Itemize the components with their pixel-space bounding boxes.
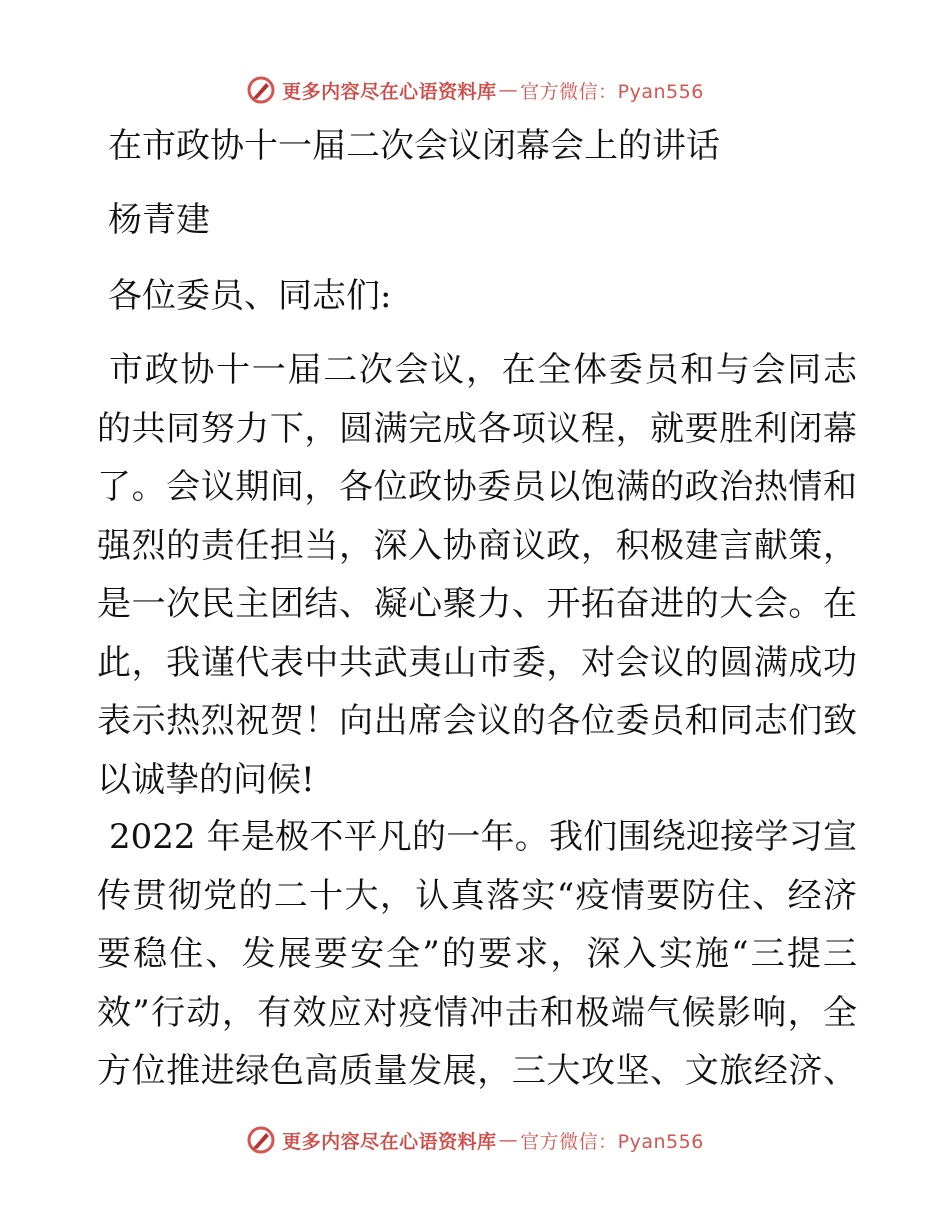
paragraph-line: 此，我谨代表中共武夷山市委，对会议的圆满成功 xyxy=(97,642,857,683)
paragraph-1 xyxy=(97,341,857,809)
footer-watermark xyxy=(0,1120,950,1160)
watermark-contact: 官方微信：Pyan556 xyxy=(520,80,704,103)
paragraph-line: 市政协十一届二次会议，在全体委员和与会同志 xyxy=(109,350,857,390)
paragraph-line: 要稳住、发展要安全”的要求，深入实施“三提三 xyxy=(97,934,857,974)
watermark-separator: — xyxy=(498,79,519,101)
paragraph-line: 方位推进绿色高质量发展，三大攻坚、文旅经济、 xyxy=(97,1051,857,1091)
document-title: 在市政协十一届二次会议闭幕会上的讲话 xyxy=(108,126,720,166)
paragraph-line: 强烈的责任担当，深入协商议政，积极建言献策， xyxy=(97,525,857,566)
paragraph-line: 表示热烈祝贺！向出席会议的各位委员和同志们致 xyxy=(97,701,857,741)
paragraph-2 xyxy=(97,808,857,1101)
paragraph-line: 了。会议期间，各位政协委员以饱满的政治热情和 xyxy=(97,467,857,507)
document-author: 杨青建 xyxy=(108,200,210,240)
paragraph-line: 是一次民主团结、凝心聚力、开拓奋进的大会。在 xyxy=(97,584,857,624)
watermark-contact: 官方微信：Pyan556 xyxy=(520,1130,704,1153)
watermark-separator: — xyxy=(498,1129,519,1151)
paragraph-line: 以诚挚的问候! xyxy=(97,759,315,800)
paragraph-line: 2022 年是极不平凡的一年。我们围绕迎接学习宣 xyxy=(109,817,857,857)
paragraph-line: 传贯彻党的二十大，认真落实“疫情要防住、经济 xyxy=(97,875,857,916)
watermark-brand: 更多内容尽在心语资料库 xyxy=(282,1130,497,1153)
salutation: 各位委员、同志们: xyxy=(108,276,392,316)
header-watermark xyxy=(0,70,950,110)
watermark-brand: 更多内容尽在心语资料库 xyxy=(282,80,497,103)
quill-pen-logo-icon xyxy=(246,75,276,105)
paragraph-line: 的共同努力下，圆满完成各项议程，就要胜利闭幕 xyxy=(97,408,857,449)
paragraph-line: 效”行动，有效应对疫情冲击和极端气候影响，全 xyxy=(97,992,857,1033)
quill-pen-logo-icon xyxy=(246,1125,276,1155)
